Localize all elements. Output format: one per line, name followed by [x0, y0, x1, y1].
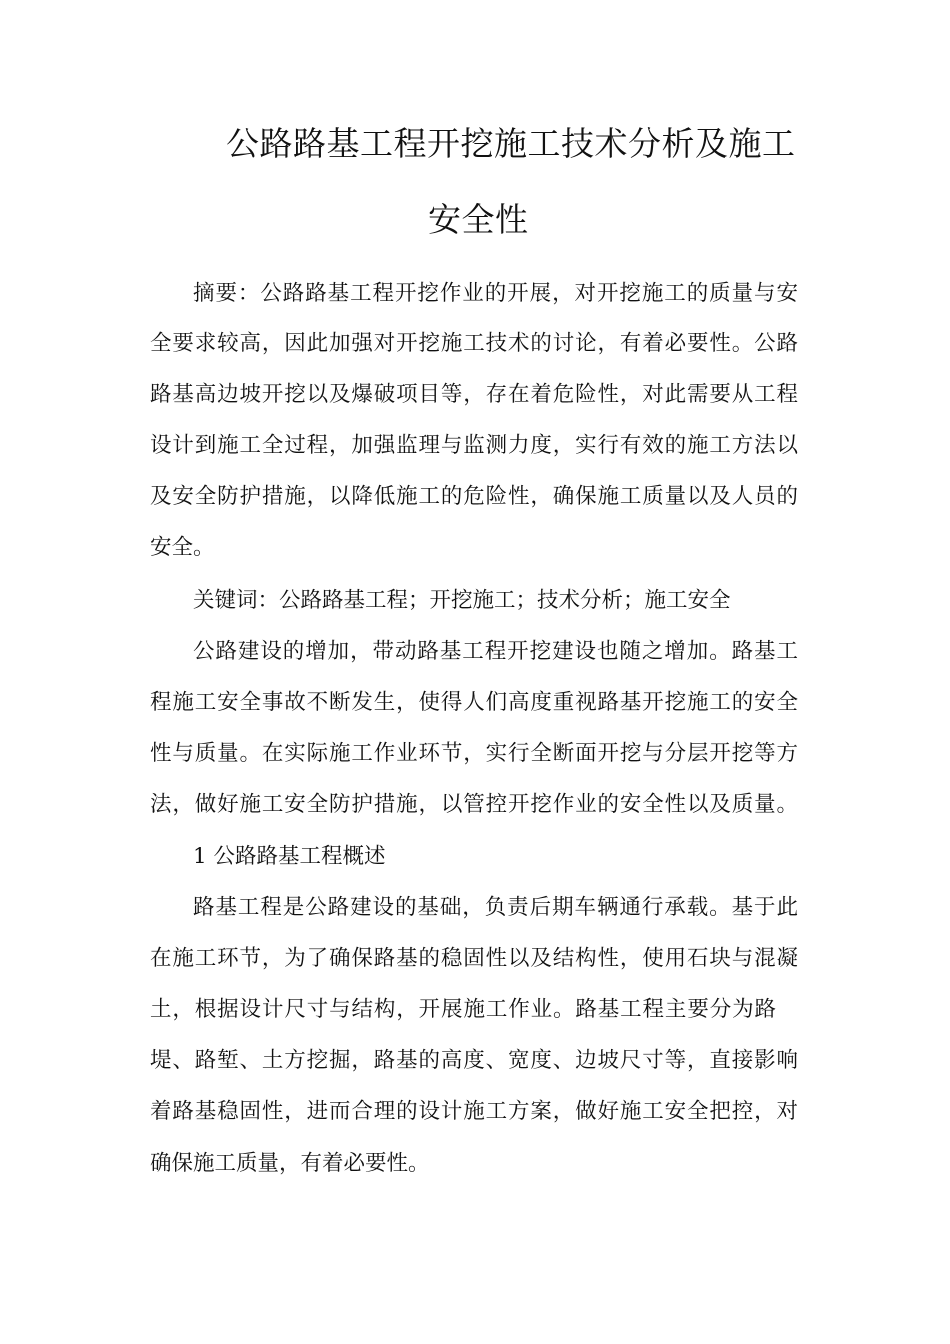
abstract-line-1: 摘要：公路路基工程开挖作业的开展，对开挖施工的质量与安: [193, 281, 798, 306]
intro-line-2: 程施工安全事故不断发生，使得人们高度重视路基开挖施工的安全: [150, 690, 798, 715]
section-1-heading: 1 公路路基工程概述: [193, 844, 386, 869]
intro-line-3: 性与质量。在实际施工作业环节，实行全断面开挖与分层开挖等方: [150, 741, 798, 766]
section-1-line-6: 确保施工质量，有着必要性。: [150, 1151, 430, 1176]
abstract-line-3: 路基高边坡开挖以及爆破项目等，存在着危险性，对此需要从工程: [150, 382, 798, 407]
document-title-line-2: 安全性: [428, 200, 529, 239]
section-1-line-2: 在施工环节，为了确保路基的稳固性以及结构性，使用石块与混凝: [150, 946, 798, 971]
abstract-line-5: 及安全防护措施，以降低施工的危险性，确保施工质量以及人员的: [150, 484, 798, 509]
intro-line-1: 公路建设的增加，带动路基工程开挖建设也随之增加。路基工: [193, 639, 798, 664]
section-1-line-1: 路基工程是公路建设的基础，负责后期车辆通行承载。基于此: [193, 895, 798, 920]
abstract-line-2: 全要求较高，因此加强对开挖施工技术的讨论，有着必要性。公路: [150, 331, 798, 356]
section-1-line-3: 土，根据设计尺寸与结构，开展施工作业。路基工程主要分为路: [150, 997, 776, 1022]
section-1-line-5: 着路基稳固性，进而合理的设计施工方案，做好施工安全把控，对: [150, 1099, 798, 1124]
abstract-line-6: 安全。: [150, 535, 215, 560]
abstract-line-4: 设计到施工全过程，加强监理与监测力度，实行有效的施工方法以: [150, 433, 798, 458]
intro-line-4: 法，做好施工安全防护措施，以管控开挖作业的安全性以及质量。: [150, 792, 798, 817]
keywords-line: 关键词：公路路基工程；开挖施工；技术分析；施工安全: [193, 588, 731, 613]
section-1-line-4: 堤、路堑、土方挖掘，路基的高度、宽度、边坡尺寸等，直接影响: [150, 1048, 798, 1073]
document-title-line-1: 公路路基工程开挖施工技术分析及施工: [226, 124, 796, 163]
